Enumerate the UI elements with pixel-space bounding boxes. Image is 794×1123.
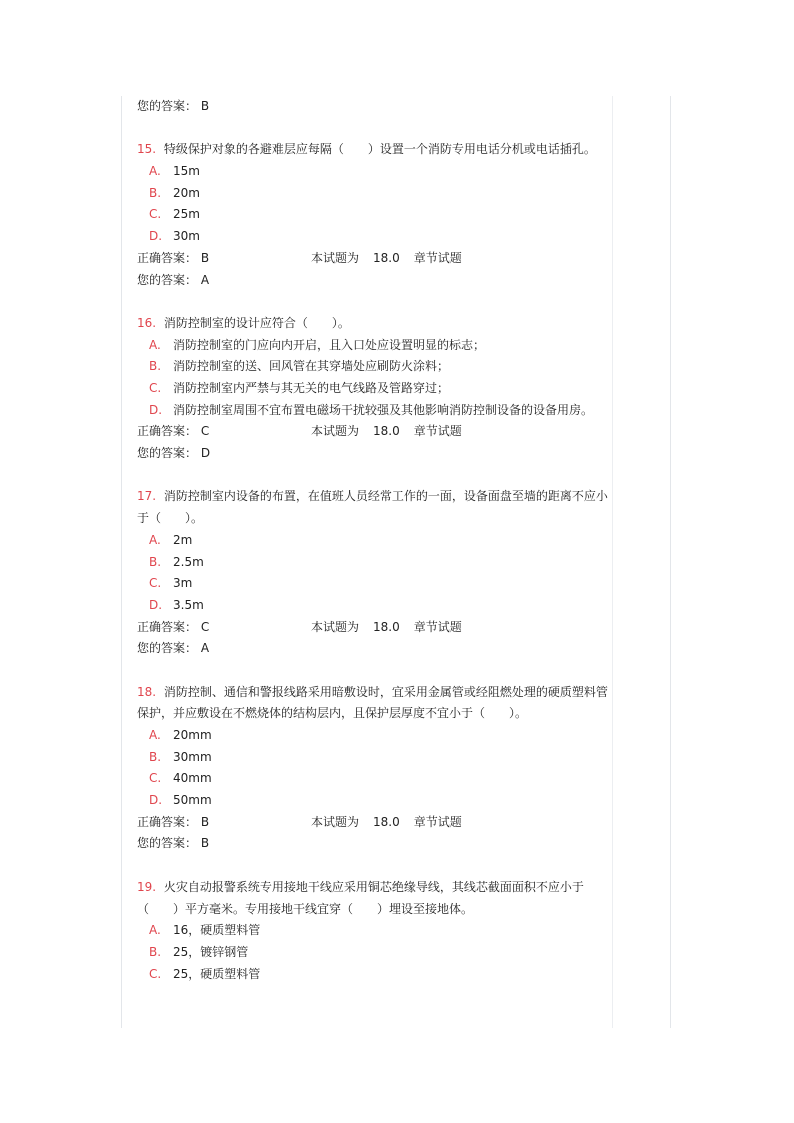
question-number: 19. bbox=[137, 879, 157, 894]
option-letter: B. bbox=[149, 749, 162, 764]
correct-answer-label: 正确答案： bbox=[137, 250, 198, 265]
your-answer-value: A bbox=[200, 272, 210, 287]
score-label: 本试题为 bbox=[311, 619, 360, 634]
your-answer-value: B bbox=[200, 836, 210, 851]
question-title bbox=[137, 486, 613, 529]
option-letter: A. bbox=[149, 728, 161, 743]
option-letter: B. bbox=[149, 359, 162, 374]
option-text: 消防控制室周围不宜布置电磁场干扰较强及其他影响消防控制设备的设备用房。 bbox=[173, 402, 594, 417]
option-letter: A. bbox=[149, 923, 161, 938]
chapter-label: 章节试题 bbox=[413, 619, 462, 634]
your-answer-value: B bbox=[200, 99, 210, 113]
question-text: 消防控制室内设备的布置，在值班人员经常工作的一面，设备面盘至墙的距离不应小于（ ）。 bbox=[137, 489, 608, 526]
question-block bbox=[137, 486, 613, 660]
your-answer-value: D bbox=[200, 446, 211, 461]
option-c[interactable] bbox=[137, 964, 613, 986]
question-list bbox=[137, 96, 613, 985]
chapter-label: 章节试题 bbox=[413, 250, 462, 265]
correct-answer-row bbox=[137, 812, 613, 834]
option-b[interactable] bbox=[137, 183, 613, 205]
option-b[interactable] bbox=[137, 552, 613, 574]
score-label: 本试题为 bbox=[311, 424, 360, 439]
option-letter: C. bbox=[149, 966, 162, 981]
option-letter: D. bbox=[149, 597, 163, 612]
option-text: 20m bbox=[173, 185, 200, 200]
question-number: 18. bbox=[137, 684, 157, 699]
option-c[interactable] bbox=[137, 573, 613, 595]
option-letter: B. bbox=[149, 554, 162, 569]
option-text: 2m bbox=[173, 532, 193, 547]
score-value: 18.0 bbox=[373, 814, 400, 829]
option-a[interactable] bbox=[137, 725, 613, 747]
page-frame-right-border bbox=[670, 96, 671, 1028]
page-frame-left-border bbox=[121, 96, 122, 1028]
question-title bbox=[137, 682, 613, 725]
score-value: 18.0 bbox=[373, 250, 400, 265]
your-answer-value: A bbox=[200, 641, 210, 656]
option-a[interactable] bbox=[137, 335, 613, 357]
score-value: 18.0 bbox=[373, 424, 400, 439]
question-number: 16. bbox=[137, 315, 157, 330]
your-answer-row bbox=[137, 96, 613, 118]
option-letter: B. bbox=[149, 185, 162, 200]
option-a[interactable] bbox=[137, 161, 613, 183]
option-text: 消防控制室的送、回风管在其穿墙处应刷防火涂料； bbox=[173, 359, 450, 374]
question-number: 15. bbox=[137, 142, 157, 157]
correct-answer-value: C bbox=[200, 424, 210, 439]
your-answer-row bbox=[137, 443, 613, 465]
your-answer-row bbox=[137, 270, 613, 292]
score-value: 18.0 bbox=[373, 619, 400, 634]
option-text: 16，硬质塑料管 bbox=[173, 923, 261, 938]
option-text: 25，硬质塑料管 bbox=[173, 966, 261, 981]
option-c[interactable] bbox=[137, 204, 613, 226]
option-text: 25m bbox=[173, 207, 200, 222]
correct-answer-value: B bbox=[200, 814, 210, 829]
option-a[interactable] bbox=[137, 920, 613, 942]
question-block bbox=[137, 877, 613, 985]
option-text: 30m bbox=[173, 229, 200, 244]
your-answer-label: 您的答案： bbox=[137, 99, 198, 113]
option-b[interactable] bbox=[137, 356, 613, 378]
question-block bbox=[137, 313, 613, 465]
option-letter: C. bbox=[149, 207, 162, 222]
correct-answer-value: B bbox=[200, 250, 210, 265]
your-answer-label: 您的答案： bbox=[137, 641, 198, 656]
correct-answer-label: 正确答案： bbox=[137, 814, 198, 829]
question-number: 17. bbox=[137, 489, 157, 504]
option-text: 消防控制室内严禁与其无关的电气线路及管路穿过； bbox=[173, 380, 450, 395]
option-c[interactable] bbox=[137, 768, 613, 790]
option-letter: A. bbox=[149, 532, 161, 547]
option-c[interactable] bbox=[137, 378, 613, 400]
option-letter: A. bbox=[149, 164, 161, 179]
option-b[interactable] bbox=[137, 747, 613, 769]
your-answer-label: 您的答案： bbox=[137, 836, 198, 851]
your-answer-row bbox=[137, 833, 613, 855]
question-block bbox=[137, 682, 613, 856]
question-text: 火灾自动报警系统专用接地干线应采用铜芯绝缘导线，其线芯截面面积不应小于（ ）平方毫米。专用接地干线宜穿（ ）埋设至接地体。 bbox=[137, 879, 584, 916]
option-text: 15m bbox=[173, 164, 200, 179]
option-letter: D. bbox=[149, 402, 163, 417]
your-answer-label: 您的答案： bbox=[137, 272, 198, 287]
option-text: 2.5m bbox=[173, 554, 204, 569]
option-b[interactable] bbox=[137, 942, 613, 964]
option-text: 30mm bbox=[173, 749, 212, 764]
question-block bbox=[137, 139, 613, 291]
correct-answer-value: C bbox=[200, 619, 210, 634]
option-letter: D. bbox=[149, 793, 163, 808]
chapter-label: 章节试题 bbox=[413, 424, 462, 439]
option-letter: C. bbox=[149, 771, 162, 786]
option-d[interactable] bbox=[137, 400, 613, 422]
option-letter: D. bbox=[149, 229, 163, 244]
question-title bbox=[137, 877, 613, 920]
score-label: 本试题为 bbox=[311, 250, 360, 265]
option-a[interactable] bbox=[137, 530, 613, 552]
option-d[interactable] bbox=[137, 790, 613, 812]
question-title bbox=[137, 139, 613, 161]
question-text: 消防控制、通信和警报线路采用暗敷设时，宜采用金属管或经阻燃处理的硬质塑料管保护，并应敷设在不燃烧体的结构层内，且保护层厚度不宜小于（ ）。 bbox=[137, 684, 608, 721]
option-letter: C. bbox=[149, 576, 162, 591]
correct-answer-row bbox=[137, 248, 613, 270]
question-text: 消防控制室的设计应符合（ ）。 bbox=[163, 315, 350, 330]
option-text: 50mm bbox=[173, 793, 212, 808]
option-text: 25，镀锌钢管 bbox=[173, 944, 249, 959]
correct-answer-row bbox=[137, 617, 613, 639]
question-title bbox=[137, 313, 613, 335]
option-text: 3m bbox=[173, 576, 193, 591]
correct-answer-label: 正确答案： bbox=[137, 619, 198, 634]
option-letter: C. bbox=[149, 380, 162, 395]
question-text: 特级保护对象的各避难层应每隔（ ）设置一个消防专用电话分机或电话插孔。 bbox=[163, 142, 596, 157]
correct-answer-label: 正确答案： bbox=[137, 424, 198, 439]
your-answer-row bbox=[137, 638, 613, 660]
option-d[interactable] bbox=[137, 226, 613, 248]
option-d[interactable] bbox=[137, 595, 613, 617]
option-text: 3.5m bbox=[173, 597, 204, 612]
option-text: 20mm bbox=[173, 728, 212, 743]
option-letter: B. bbox=[149, 944, 162, 959]
option-text: 消防控制室的门应向内开启，且入口处应设置明显的标志； bbox=[173, 337, 486, 352]
chapter-label: 章节试题 bbox=[413, 814, 462, 829]
option-text: 40mm bbox=[173, 771, 212, 786]
correct-answer-row bbox=[137, 421, 613, 443]
score-label: 本试题为 bbox=[311, 814, 360, 829]
your-answer-label: 您的答案： bbox=[137, 446, 198, 461]
option-letter: A. bbox=[149, 337, 161, 352]
